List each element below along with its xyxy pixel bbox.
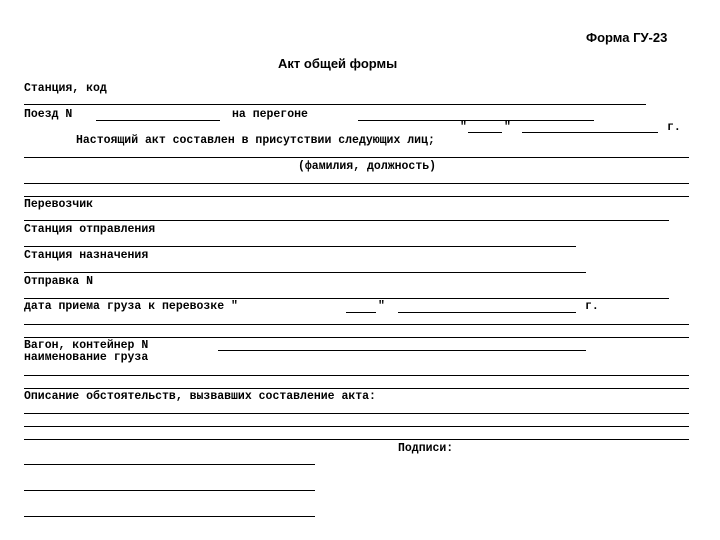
signature-line-1[interactable] [24, 464, 315, 465]
presence-field-line-1[interactable] [24, 157, 689, 158]
circumstances-line-1[interactable] [24, 413, 689, 414]
acceptance-year: г. [585, 300, 599, 313]
circumstances-line-2[interactable] [24, 426, 689, 427]
carrier-field-line[interactable] [24, 220, 669, 221]
departure-station-label: Станция отправления [24, 223, 156, 236]
name-position-hint: (фамилия, должность) [298, 160, 437, 173]
wagon-number-line[interactable] [218, 350, 586, 351]
year-suffix: г. [667, 121, 681, 134]
cargo-field-line-2[interactable] [24, 388, 689, 389]
presence-field-line-2[interactable] [24, 183, 689, 184]
signature-line-2[interactable] [24, 490, 315, 491]
stretch-label: на перегоне [232, 108, 308, 121]
stretch-field-line[interactable] [358, 120, 594, 121]
station-field-line[interactable] [24, 104, 646, 105]
acceptance-extra-line-2[interactable] [24, 337, 689, 338]
signatures-label: Подписи: [398, 442, 454, 455]
circumstances-label: Описание обстоятельств, вызвавших составление акта: [24, 390, 376, 403]
destination-station-line[interactable] [24, 272, 586, 273]
acceptance-day-line[interactable] [346, 312, 376, 313]
signature-line-3[interactable] [24, 516, 315, 517]
train-label: Поезд N [24, 108, 73, 121]
date-day-line[interactable] [468, 132, 502, 133]
cargo-field-line-1[interactable] [24, 375, 689, 376]
date-month-line[interactable] [522, 132, 658, 133]
date-quote-close: " [504, 121, 511, 134]
circumstances-line-3[interactable] [24, 439, 689, 440]
carrier-label: Перевозчик [24, 198, 94, 211]
station-label: Станция, код [24, 82, 107, 95]
presence-text: Настоящий акт составлен в присутствии следующих лиц; [76, 134, 435, 147]
wagon-label: Вагон, контейнер N [24, 339, 149, 352]
shipment-label: Отправка N [24, 275, 94, 288]
acceptance-date-label: дата приема груза к перевозке " [24, 300, 238, 313]
form-title: Акт общей формы [278, 56, 398, 71]
presence-field-line-3[interactable] [24, 196, 689, 197]
acceptance-quote-close: " [378, 300, 385, 313]
acceptance-extra-line-1[interactable] [24, 324, 689, 325]
train-number-line[interactable] [96, 120, 220, 121]
departure-station-line[interactable] [24, 246, 576, 247]
shipment-field-line[interactable] [24, 298, 669, 299]
date-quote-open: " [460, 121, 467, 134]
destination-station-label: Станция назначения [24, 249, 149, 262]
form-code: Форма ГУ-23 [586, 30, 668, 45]
cargo-name-label: наименование груза [24, 351, 149, 364]
acceptance-month-line[interactable] [398, 312, 576, 313]
